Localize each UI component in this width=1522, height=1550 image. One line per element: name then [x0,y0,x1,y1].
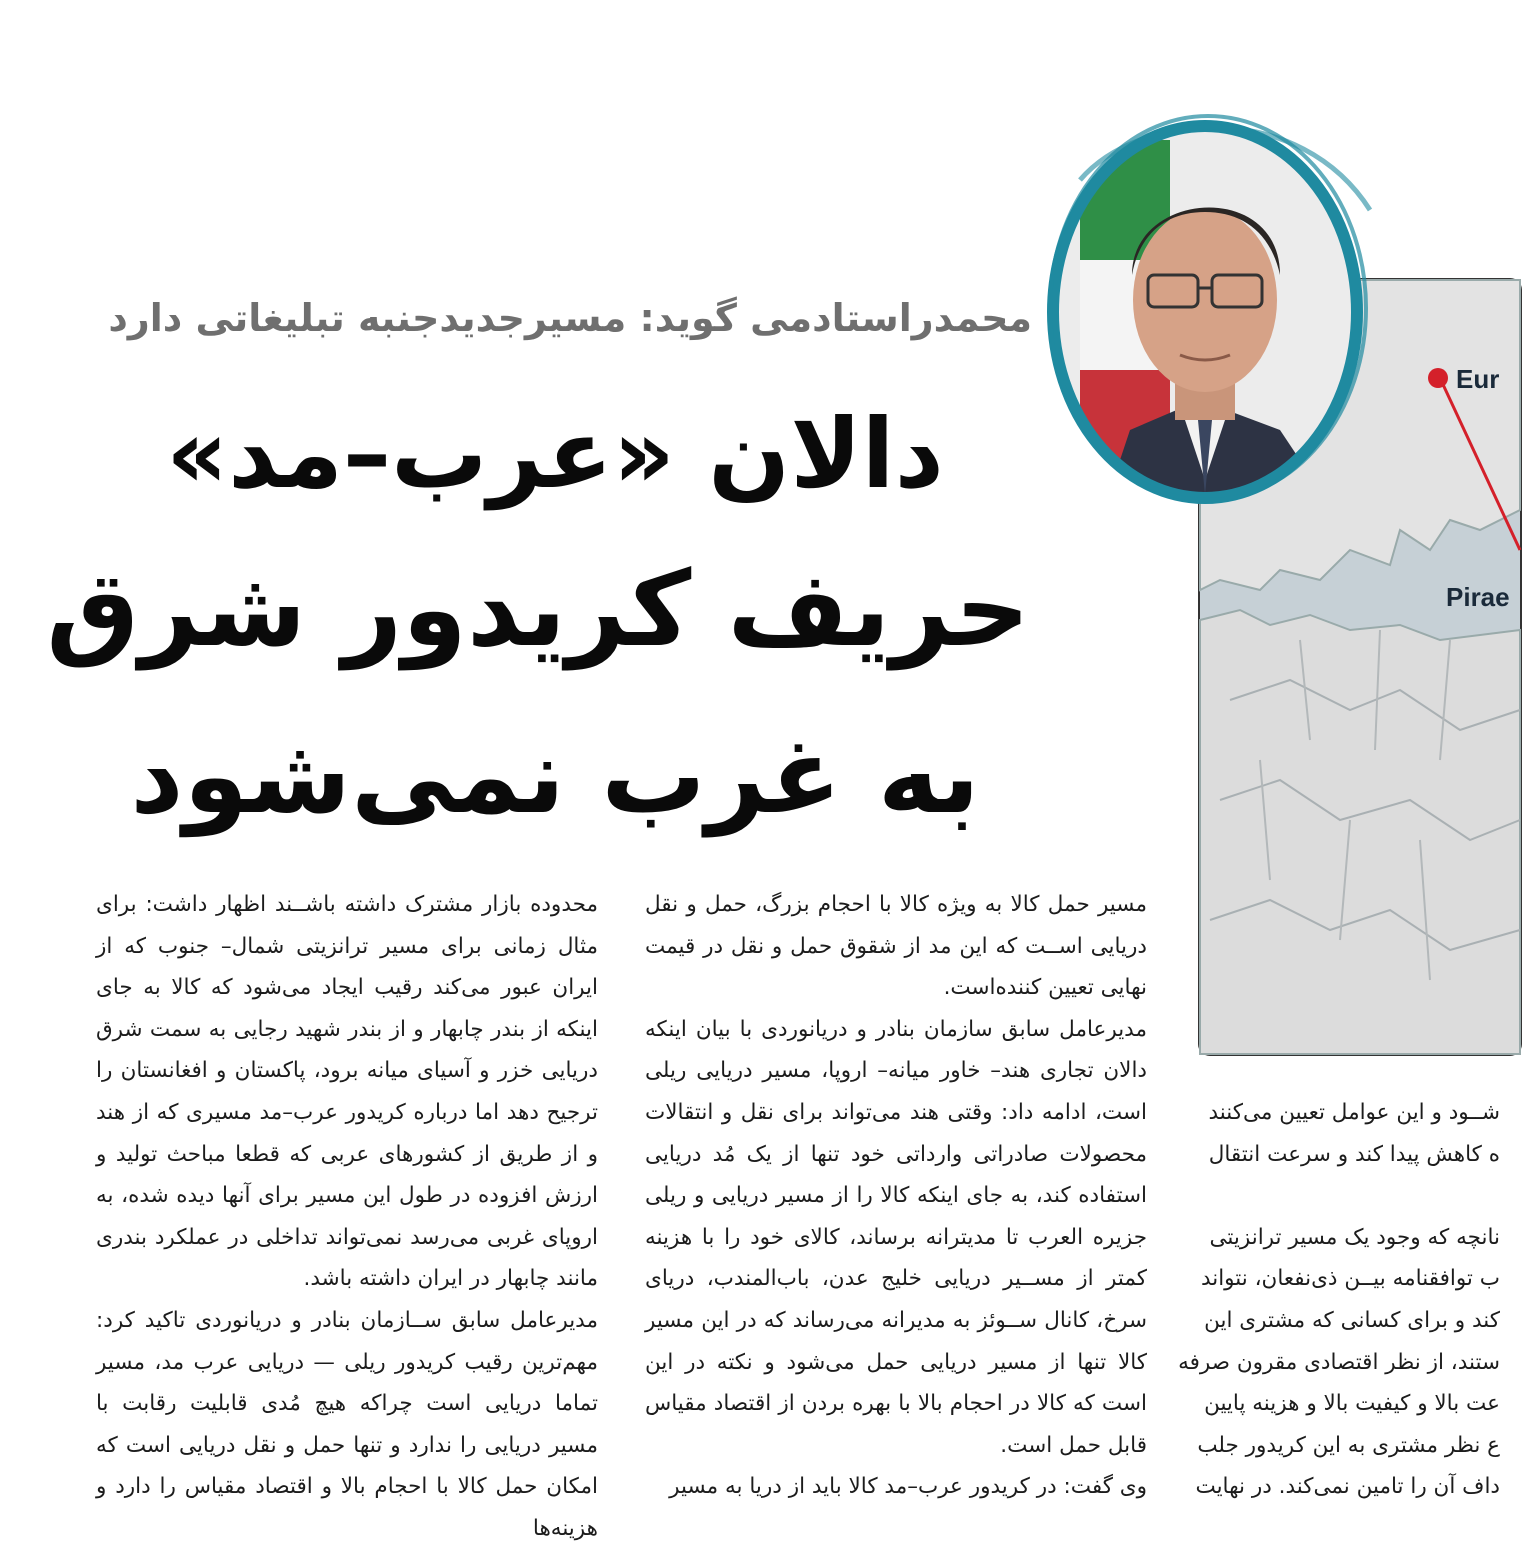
text-line: ستند، از نظر اقتصادی مقرون صرفه [1178,1349,1500,1375]
body-column-left [96,884,598,1550]
text-line: عت بالا و کیفیت بالا و هزینه پایین [1204,1391,1500,1417]
headline-line-1: دالان «عرب–مد» [166,398,944,510]
paragraph: وی گفت: در کریدور عرب–مد کالا باید از دریا به مسیر [669,1474,1147,1500]
paragraph: محدوده بازار مشترک داشته باشــند اظهار داشت: برای مثال زمانی برای مسیر ترانزیتی شمال– جنوب که از ایران عبور می‌کند رقیب ایجاد می‌شود که کالا به جای اینکه از بندر چابهار و از بندر شهید رجایی به سمت شرق دریایی خزر و آسیای میانه برود، پاکستان و افغانستان را ترجیح دهد اما درباره کریدور عرب–مد مسیری که از هند و از طریق از کشورهای عربی که قطعا مباحث تولید و ارزش افزوده در طول این مسیر برای آنها دیده شده، به اروپای غربی می‌رسد نمی‌تواند تداخلی در عملکرد بندری مانند چابهار در ایران داشته باشد. [96,892,598,1292]
map-label-piraeus: Pirae [1446,582,1510,612]
paragraph: مدیرعامل سابق سازمان بنادر و دریانوردی با بیان اینکه دالان تجاری هند– خاور میانه– اروپا، مسیر دریایی ریلی است، ادامه داد: وقتی هند می‌تواند برای نقل و انتقالات محصولات صادراتی وارداتی خود تنها از یک مُد دریایی استفاده کند، به جای اینکه کالا را از مسیر دریایی و ریلی جزیره العرب تا مدیترانه برساند، کالای خود را با هزینه کمتر از مســیر دریایی خلیج عدن، باب‌المندب، دریای سرخ، کانال ســوئز به مدیرانه می‌رساند که در این مسیر کالا تنها از مسیر دریایی حمل می‌شود و نکته در این است که کالا در احجام بالا با بهره بردن از اقتصاد مقیاس قابل حمل است. [645,1016,1147,1458]
headline-line-3: به غرب نمی‌شود [130,715,980,837]
text-line: ب توافقنامه بیــن ذی‌نفعان، نتواند [1200,1266,1500,1292]
body-column-middle [645,884,1147,1508]
text-line: ع نظر مشتری به این کریدور جلب [1197,1432,1500,1458]
portrait-photo [1040,100,1380,520]
text-line: نانچه که وجود یک مسیر ترانزیتی [1209,1224,1500,1250]
map-label-europe: Eur [1456,364,1500,394]
article-kicker: محمدراستادمی گوید: مسیرجدیدجنبه تبلیغاتی دارد [108,296,1032,340]
text-line: شــود و این عوامل تعیین می‌کنند [1208,1100,1500,1125]
paragraph: مسیر حمل کالا به ویژه کالا با احجام بزرگ، حمل و نقل دریایی اســت که این مد از شقوق حمل و نقل در قیمت نهایی تعیین کننده‌است. [645,892,1147,1001]
paragraph: مدیرعامل سابق ســازمان بنادر و دریانوردی تاکید کرد: مهم‌ترین رقیب کریدور ریلی — دریایی عرب مد، مسیر تماما دریایی است چراکه هیچ مُدی قابلیت رقابت با مسیر دریایی را ندارد و تنها حمل و نقل دریایی است که امکان حمل کالا با احجام بالا و اقتصاد مقیاس را دارد و هزینه‌ها [96,1307,598,1541]
europe-marker [1428,368,1448,388]
text-line [1194,1175,1500,1217]
headline-line-2: حریف کریدور شرق [46,548,1030,670]
portrait-graphic [1040,100,1380,520]
text-line: ه کاهش پیدا کند و سرعت انتقال [1208,1141,1500,1167]
body-column-right [1178,1092,1500,1509]
text-line: داف آن را تامین نمی‌کند. در نهایت [1195,1474,1500,1500]
text-line: کند و برای کسانی که مشتری این [1204,1307,1500,1333]
